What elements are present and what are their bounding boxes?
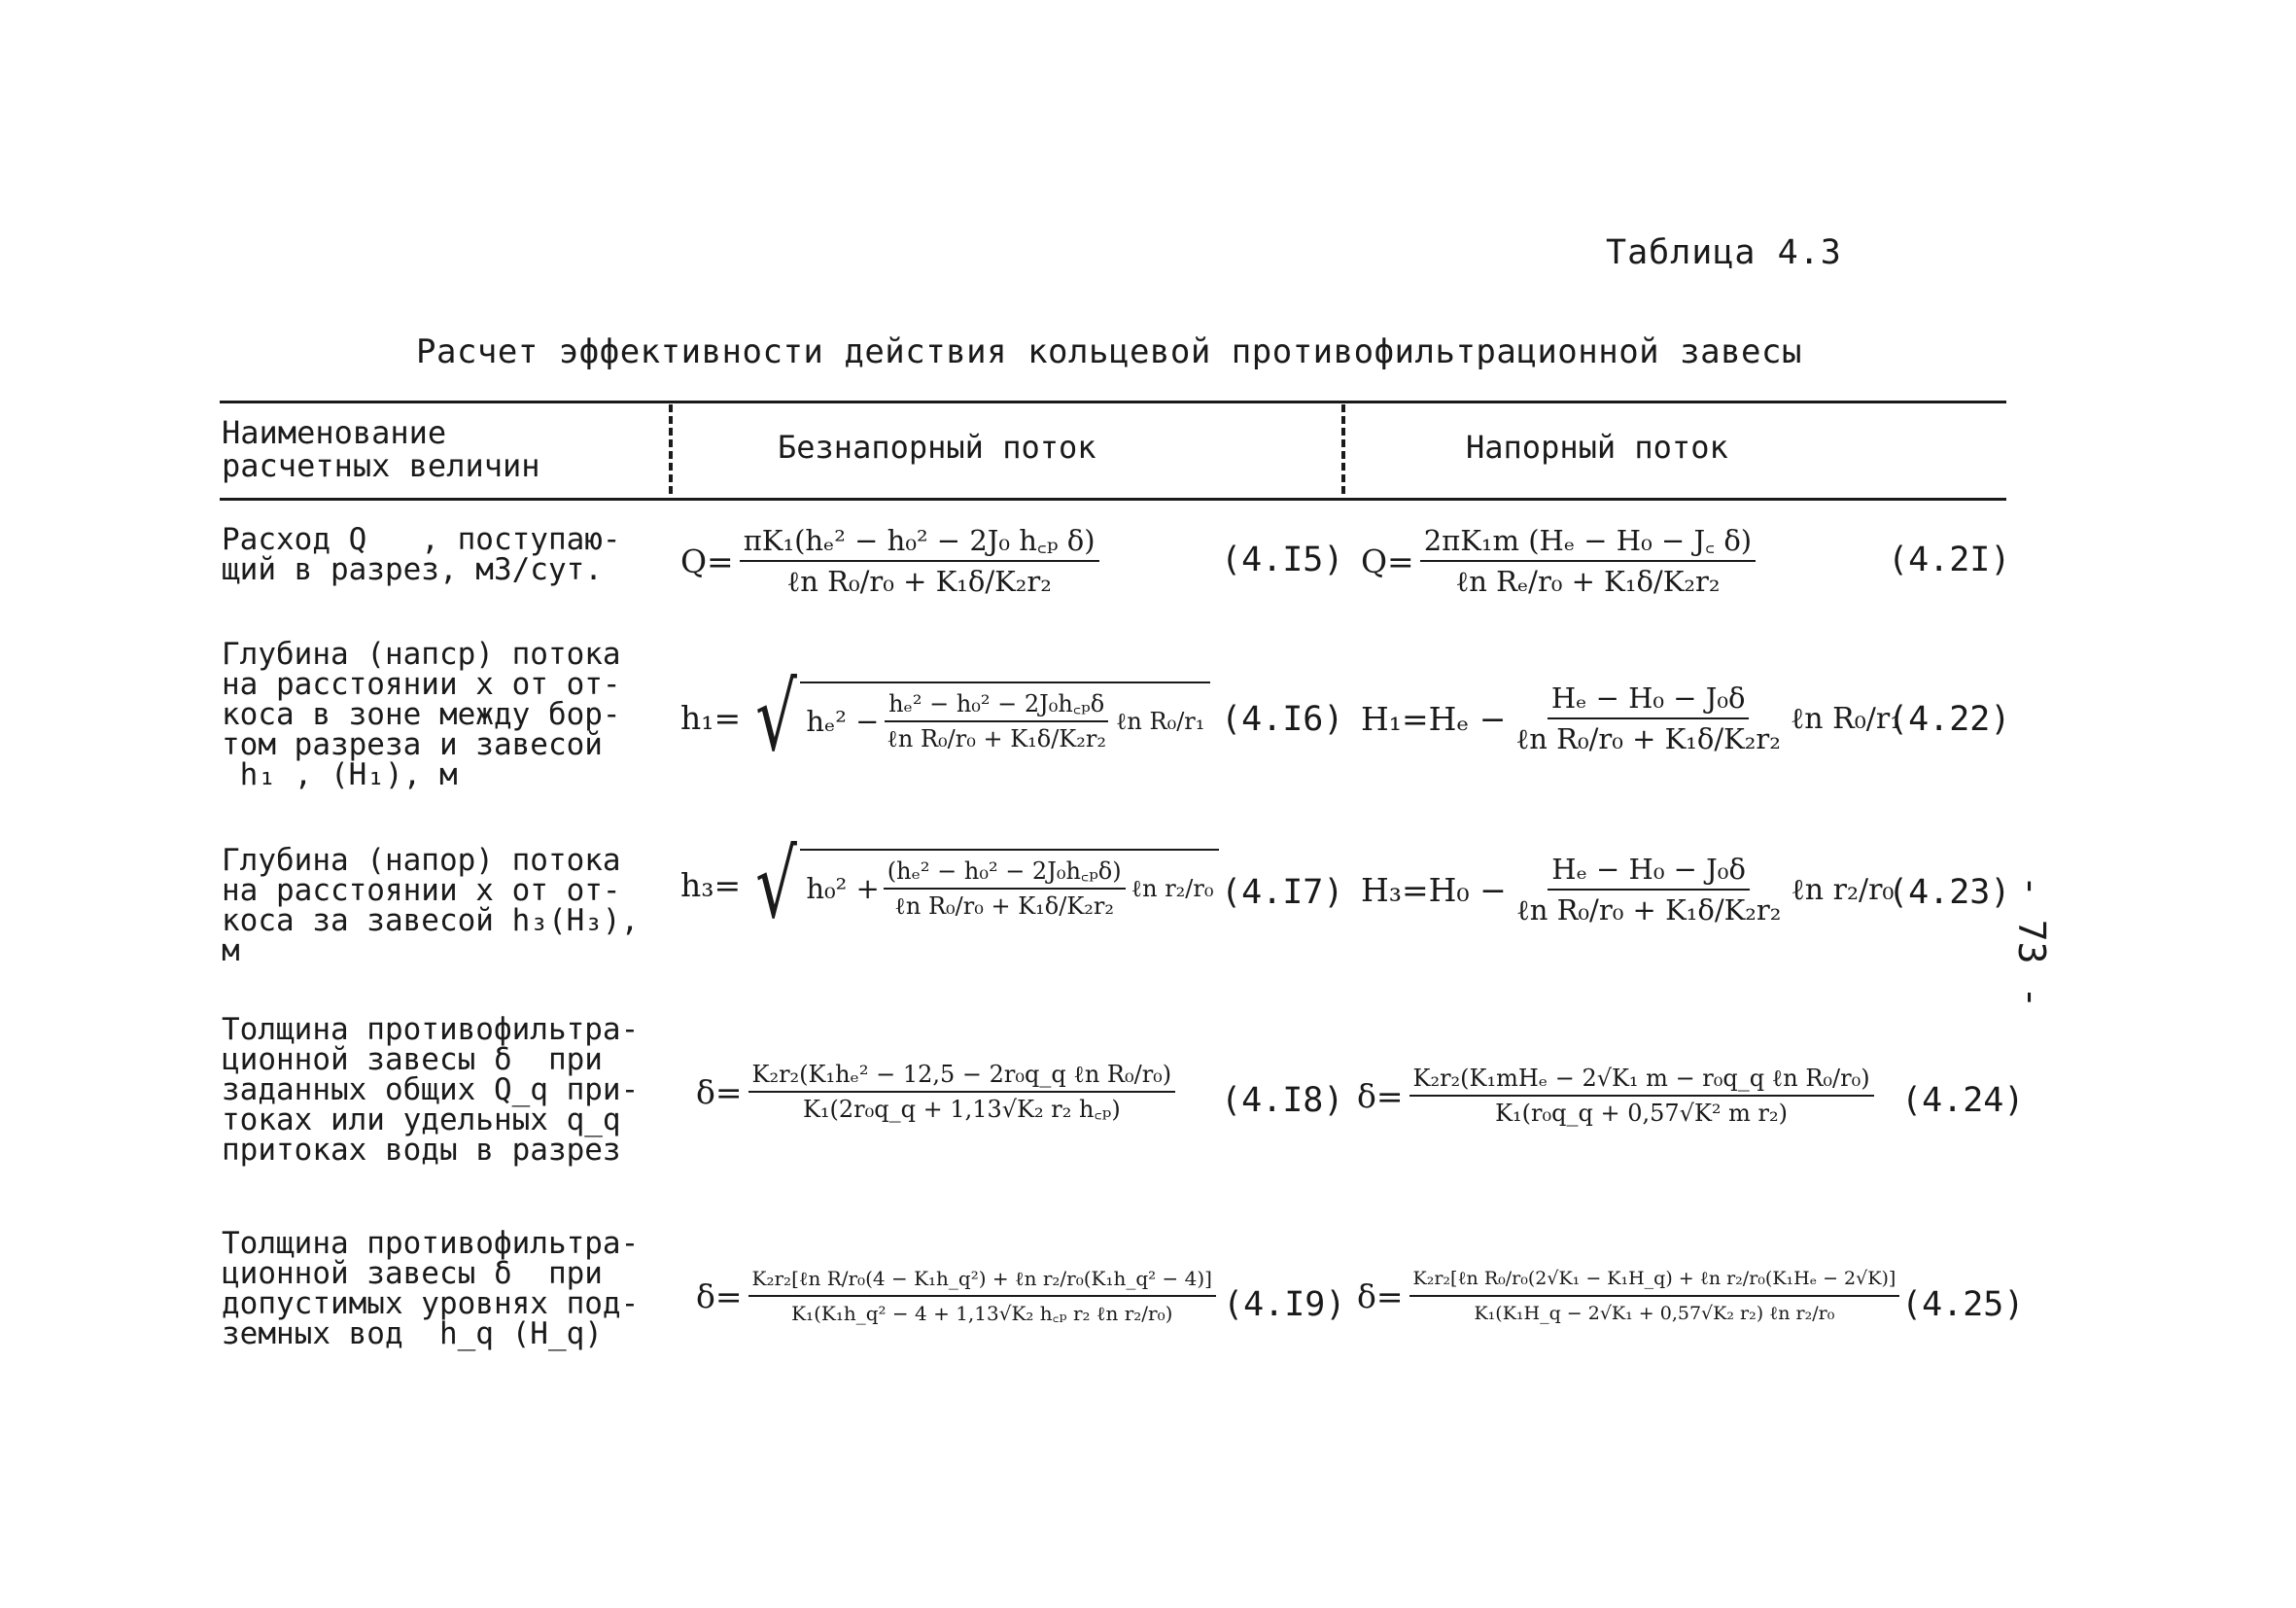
- header-divider-2: [1341, 404, 1349, 494]
- header-free-flow: Безнапорный поток: [778, 429, 1096, 466]
- formula-numerator: (hₑ² − h₀² − 2J₀h꜀ₚδ): [884, 856, 1126, 890]
- formula-numerator: Hₑ − H₀ − J₀δ: [1548, 681, 1750, 719]
- formula-lhs: Q=: [1361, 542, 1414, 580]
- formula-fraction: [740, 523, 1099, 599]
- radical: √ hₑ² − $\frac{\text{hₑ² − h₀² − 2J₀h꜀ₚδ}}{\text{ℓn R₀/r₀ + K₁δ/K₂r₂}}$ ℓn R₀/r₁: [747, 671, 1210, 764]
- formula-numerator: K₂r₂(K₁hₑ² − 12,5 − 2r₀q_q ℓn R₀/r₀): [748, 1060, 1176, 1093]
- row-label-depth-beyond: Глубина (напор) потока на расстоянии x от от- коса за завесой h₃(H₃), м: [222, 843, 640, 968]
- formula-fraction: [1409, 1264, 1900, 1328]
- formula-numerator: K₂r₂[ℓn R₀/r₀(2√K₁ − K₁H_q) + ℓn r₂/r₀(K₁Hₑ − 2√K)]: [1409, 1264, 1900, 1297]
- table-top-rule: [220, 401, 2006, 403]
- equation-number: (4.25): [1901, 1285, 2025, 1324]
- formula-lhs: h₁=: [680, 698, 742, 737]
- equation-number: (4.I9): [1223, 1285, 1346, 1324]
- formula-lhs: δ=: [1357, 1276, 1404, 1315]
- formula-term: hₑ² −: [806, 705, 880, 738]
- formula-lhs: h₃=: [680, 865, 742, 904]
- header-bottom-rule: [220, 498, 2006, 501]
- equation-number: (4.24): [1901, 1081, 2025, 1120]
- formula-fraction: [884, 856, 1126, 921]
- formula-lhs: δ=: [696, 1072, 743, 1111]
- equation-number: (4.I6): [1221, 700, 1344, 739]
- formula-lhs: H₃=H₀ −: [1361, 870, 1507, 909]
- formula-fraction: [748, 1264, 1216, 1328]
- formula-denominator: ℓn R₀/r₀ + K₁δ/K₂r₂: [894, 892, 1114, 920]
- formula-pressure-discharge: [1361, 523, 1756, 599]
- formula-fraction: [748, 1060, 1176, 1124]
- formula-fraction: [1409, 1064, 1874, 1128]
- row-label-thickness-levels: Толщина противофильтра- ционной завесы δ при допустимых уровнях под- земных вод h_q (H_q): [222, 1226, 640, 1351]
- table-title: Расчет эффективности действия кольцевой противофильтрационной завесы: [416, 332, 1802, 371]
- formula-denominator: ℓn R₀/r₀ + K₁δ/K₂r₂: [887, 725, 1106, 752]
- formula-denominator: K₁(2r₀q_q + 1,13√K₂ r₂ h꜀ₚ): [802, 1096, 1121, 1123]
- row-label-depth-between: Глубина (напср) потока на расстоянии x от от- коса в зоне между бор- том разреза и завесой h₁ , (H₁), м: [222, 637, 621, 792]
- formula-free-depth-between: [680, 663, 1210, 772]
- formula-denominator: ℓn R₀/r₀ + K₁δ/K₂r₂: [786, 565, 1052, 598]
- row-label-thickness-inflow: Толщина противофильтра- ционной завесы δ при заданных общих Q_q при- токах или удельных q_q притоках воды в разрез: [222, 1012, 640, 1168]
- formula-lhs: Q=: [680, 542, 734, 580]
- formula-free-depth-beyond: [680, 830, 1219, 939]
- formula-denominator: K₁(K₁H_q − 2√K₁ + 0,57√K₂ r₂) ℓn r₂/r₀: [1474, 1303, 1835, 1324]
- formula-lhs: H₁=Hₑ −: [1361, 699, 1507, 738]
- header-pressure-flow: Напорный поток: [1466, 429, 1728, 466]
- formula-numerator: πK₁(hₑ² − h₀² − 2J₀ h꜀ₚ δ): [740, 523, 1099, 562]
- formula-denominator: ℓn Rₑ/r₀ + K₁δ/K₂r₂: [1455, 565, 1721, 598]
- formula-pressure-depth-beyond: [1361, 852, 1894, 927]
- formula-numerator: K₂r₂[ℓn R/r₀(4 − K₁h_q²) + ℓn r₂/r₀(K₁h_q² − 4)]: [748, 1264, 1216, 1297]
- table-label: Таблица 4.3: [1606, 233, 1842, 272]
- formula-denominator: K₁(r₀q_q + 0,57√K² m r₂): [1495, 1100, 1788, 1127]
- formula-log-term: ℓn R₀/r₁: [1115, 707, 1205, 735]
- formula-denominator: K₁(K₁h_q² − 4 + 1,13√K₂ h꜀ₚ r₂ ℓn r₂/r₀): [791, 1302, 1173, 1325]
- formula-fraction: [1420, 523, 1756, 599]
- formula-fraction: [883, 689, 1110, 753]
- formula-numerator: K₂r₂(K₁mHₑ − 2√K₁ m − r₀q_q ℓn R₀/r₀): [1409, 1064, 1874, 1097]
- formula-fraction: [1512, 681, 1785, 756]
- formula-fraction: [1513, 852, 1786, 927]
- header-quantity-name: Наименование расчетных величин: [222, 414, 540, 484]
- equation-number: (4.2I): [1888, 541, 2011, 579]
- equation-number: (4.I5): [1221, 541, 1344, 579]
- row-label-discharge: Расход Q , поступаю- щий в разрез, м3/сут.: [222, 522, 621, 587]
- formula-free-discharge: [680, 523, 1099, 599]
- formula-numerator: Hₑ − H₀ − J₀δ: [1548, 852, 1750, 891]
- formula-lhs: δ=: [1357, 1076, 1404, 1115]
- formula-log-term: ℓn r₂/r₀: [1791, 872, 1895, 907]
- formula-pressure-depth-between: [1361, 681, 1901, 756]
- page-number: - 73 -: [2010, 875, 2053, 1009]
- formula-log-term: ℓn r₂/r₀: [1131, 874, 1214, 902]
- formula-log-term: ℓn R₀/r₁: [1790, 701, 1902, 736]
- formula-term: h₀² +: [806, 872, 880, 905]
- formula-numerator: 2πK₁m (Hₑ − H₀ − J꜀ δ): [1420, 523, 1756, 562]
- formula-free-thickness-levels: [696, 1264, 1216, 1328]
- formula-pressure-thickness-inflow: [1357, 1064, 1874, 1128]
- formula-pressure-thickness-levels: [1357, 1264, 1899, 1328]
- formula-lhs: δ=: [696, 1276, 743, 1315]
- formula-free-thickness-inflow: [696, 1060, 1175, 1124]
- radical: √ h₀² + $\frac{\text{(hₑ² − h₀² − 2J₀h꜀ₚδ)}}{\text{ℓn R₀/r₀ + K₁δ/K₂r₂}}$ ℓn r₂/r₀: [747, 838, 1219, 931]
- formula-numerator: hₑ² − h₀² − 2J₀h꜀ₚδ: [885, 689, 1108, 722]
- equation-number: (4.I7): [1221, 873, 1344, 912]
- formula-denominator: ℓn R₀/r₀ + K₁δ/K₂r₂: [1515, 893, 1782, 926]
- equation-number: (4.22): [1888, 700, 2011, 739]
- formula-denominator: ℓn R₀/r₀ + K₁δ/K₂r₂: [1515, 722, 1781, 755]
- equation-number: (4.23): [1888, 873, 2011, 912]
- header-divider-1: [669, 404, 677, 494]
- equation-number: (4.I8): [1221, 1081, 1344, 1120]
